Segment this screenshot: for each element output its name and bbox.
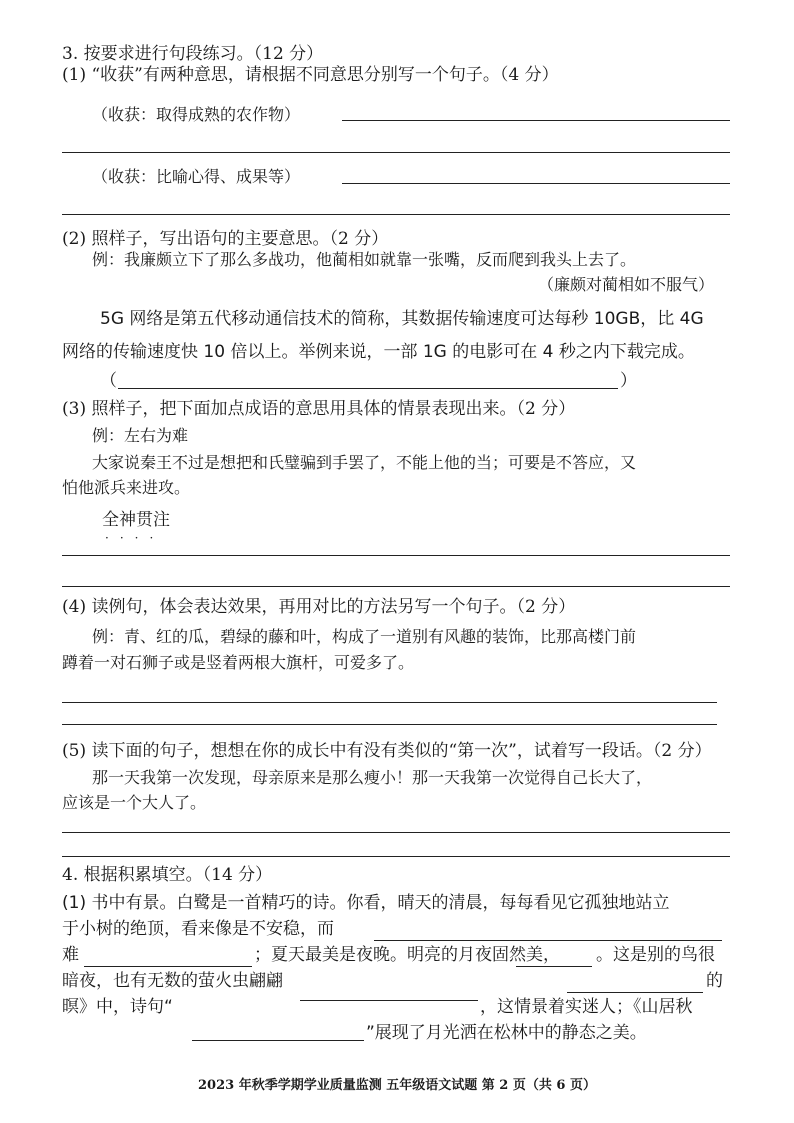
q4-line5-mid: ，这情景着实迷人；《山居秋 — [480, 997, 693, 1017]
blank-2[interactable] — [84, 966, 252, 967]
q3-part3-example-line1: 大家说秦王不过是想把和氏璧骗到手罢了，不能上他的当；可要是不答应，又 — [92, 453, 637, 472]
q3-part4-prompt: (4) 读例句，体会表达效果，再用对比的方法另写一个句子。（2 分） — [62, 597, 576, 617]
q4-line3-mid: ；夏天最美是夜晚。明亮的月夜固然美， — [254, 945, 560, 965]
q4-line4-start: 暗夜，也有无数的萤火虫翩翩 — [62, 971, 283, 991]
q3-part4-example-line2: 蹲着一对石狮子或是竖着两根大旗杆，可爱多了。 — [62, 653, 415, 672]
blank-4[interactable] — [567, 992, 703, 993]
page-footer: 2023 年秋季学期学业质量监测 五年级语文试题 第 2 页（共 6 页） — [198, 1078, 596, 1093]
q3-part5-sentence-line2: 应该是一个大人了。 — [62, 793, 207, 812]
q4-line1: (1) 书中有景。白鹭是一首精巧的诗。你看，晴天的清晨，每每看见它孤独地站立 — [62, 893, 670, 913]
q3-part2-example: 例：我廉颇立下了那么多战功，他蔺相如就靠一张嘴，反而爬到我头上去了。 — [92, 250, 637, 269]
q4-line3-start: 难 — [62, 945, 79, 965]
q3-part3-idiom: 全神贯注 — [102, 510, 170, 530]
q3-part3-prompt: (3) 照样子，把下面加点成语的意思用具体的情景表现出来。（2 分） — [62, 399, 576, 419]
answer-line-2b[interactable] — [62, 214, 730, 215]
q3-title: 3. 按要求进行句段练习。（12 分） — [62, 44, 324, 64]
blank-1[interactable] — [374, 940, 722, 941]
answer-line-4b[interactable] — [62, 724, 717, 725]
q3-part2-example-answer: （廉颇对蔺相如不服气） — [538, 275, 715, 294]
q4-line2-start: 于小树的绝顶，看来像是不安稳，而 — [62, 919, 334, 939]
answer-line-3a[interactable] — [62, 555, 730, 556]
q3-part3-example-label: 例：左右为难 — [92, 426, 189, 445]
answer-line-5a[interactable] — [62, 832, 730, 833]
q3-part2-passage-line2: 网络的传输速度快 10 倍以上。举例来说，一部 1G 的电影可在 4 秒之内下载完成。 — [62, 342, 695, 362]
answer-line-4a[interactable] — [62, 702, 717, 703]
blank-3[interactable] — [516, 966, 592, 967]
blank-6[interactable] — [192, 1040, 364, 1041]
q4-line3-end: 。这是别的鸟很 — [596, 945, 715, 965]
blank-5[interactable] — [300, 1000, 478, 1001]
answer-line-1b[interactable] — [62, 152, 730, 153]
q3-part1-meaning1: （收获：取得成熟的农作物） — [92, 105, 301, 124]
q4-line6: ”展现了月光洒在松林中的静态之美。 — [366, 1023, 647, 1043]
answer-line-1a[interactable] — [342, 120, 730, 121]
q4-title: 4. 根据积累填空。（14 分） — [62, 865, 273, 885]
q3-part1-prompt: (1) “收获”有两种意思，请根据不同意思分别写一个句子。（4 分） — [62, 65, 559, 85]
q3-part2-passage-line1: 5G 网络是第五代移动通信技术的简称，其数据传输速度可达每秒 10GB，比 4G — [100, 309, 704, 329]
emphasis-dots: ···· — [105, 531, 165, 545]
q3-part3-example-line2: 怕他派兵来进攻。 — [62, 478, 191, 497]
answer-line-5b[interactable] — [62, 856, 730, 857]
q4-line4-end: 的 — [706, 971, 723, 991]
q3-part5-sentence-line1: 那一天我第一次发现，母亲原来是那么瘦小！那一天我第一次觉得自己长大了， — [92, 768, 653, 787]
q3-part1-meaning2: （收获：比喻心得、成果等） — [92, 167, 301, 186]
answer-line-3b[interactable] — [62, 586, 730, 587]
answer-line-2a[interactable] — [342, 183, 730, 184]
q3-part5-prompt: (5) 读下面的句子，想想在你的成长中有没有类似的“第一次”，试着写一段话。（2 分） — [62, 741, 712, 761]
q4-line5-start: 暝》中，诗句“ — [62, 997, 173, 1017]
q3-part2-answer-close: ） — [620, 371, 637, 391]
q3-part2-prompt: (2) 照样子，写出语句的主要意思。（2 分） — [62, 229, 389, 249]
q3-part2-answer-open: （ — [100, 371, 117, 391]
q3-part4-example-line1: 例：青、红的瓜，碧绿的藤和叶，构成了一道别有风趣的装饰，比那高楼门前 — [92, 627, 637, 646]
q3-part2-answer-line[interactable] — [118, 388, 618, 389]
